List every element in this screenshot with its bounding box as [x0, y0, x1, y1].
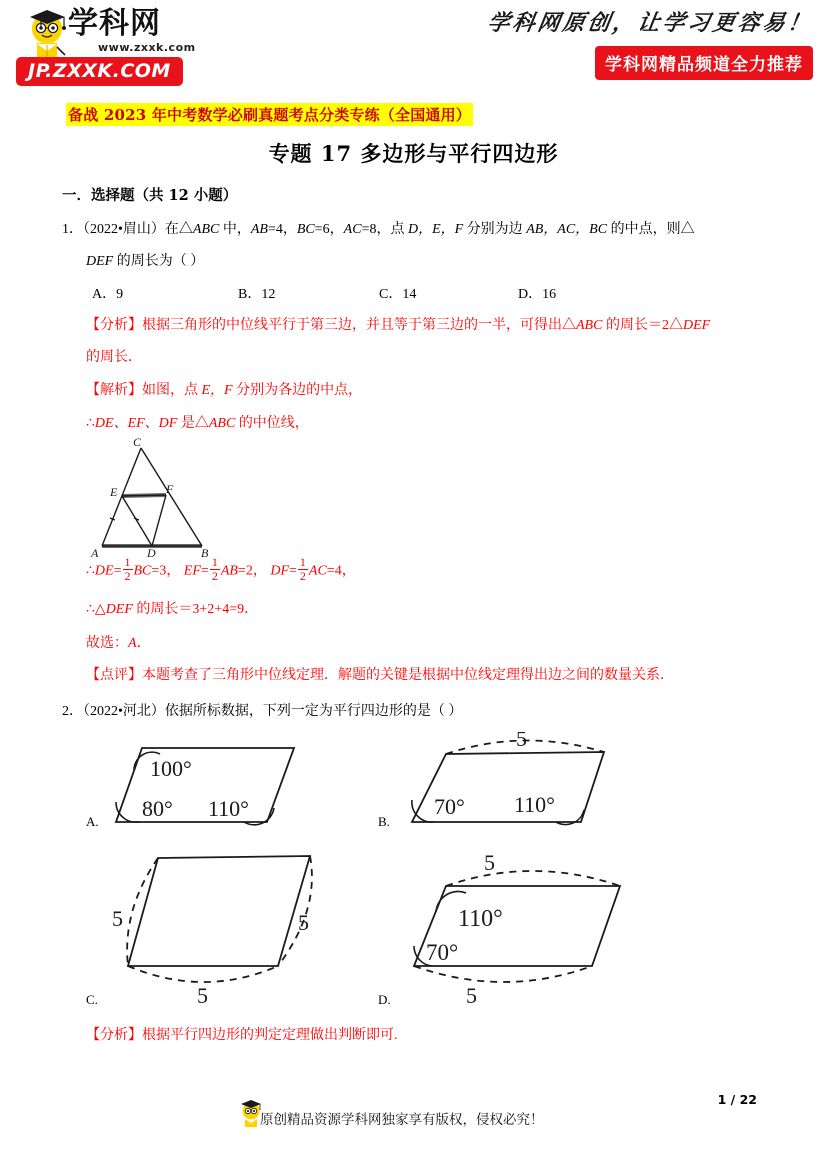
svg-text:5: 5: [112, 906, 123, 931]
q1-per-b: 的周长＝3+2+4=9．: [132, 602, 259, 617]
option-d-quadrilateral: [404, 848, 634, 1008]
q1-answer-line: [86, 634, 151, 654]
q1-f-eq1: =: [113, 563, 122, 579]
svg-text:E: E: [110, 485, 118, 499]
q1-formula-prefix: ∴: [86, 563, 95, 579]
q1-stem-b: 中，: [219, 222, 251, 237]
svg-text:A: A: [91, 546, 99, 558]
q1-choice-b[interactable]: [238, 285, 275, 305]
q1-frac2-num: 1: [211, 555, 218, 569]
q1-choice-d-label: D．: [518, 287, 543, 302]
svg-text:5: 5: [197, 983, 208, 1008]
svg-text:70°: 70°: [426, 940, 459, 965]
q1-frac1-den: 2: [124, 568, 131, 583]
q1-choice-c-value: 14: [402, 287, 417, 302]
q2-analysis-tag: 【分析】: [86, 1028, 142, 1043]
q1-frac1-num: 1: [124, 555, 131, 569]
q1-analysis-line1: [86, 316, 710, 336]
q1-analysis-text2: 的周长＝2△: [602, 318, 683, 333]
q1-frac-1: [123, 556, 133, 582]
q1-ab-val: =4，: [267, 222, 297, 237]
q1-comment-text: 本题考查了三角形中位线定理．解题的关键是根据中位线定理得出边之间的数量关系．: [142, 668, 674, 683]
q1-ac-val: =8，点: [361, 222, 408, 237]
q1-per-a: ∴△: [86, 602, 106, 617]
q1-frac-3: [298, 556, 308, 582]
q1-solution-a: 如图，点: [142, 383, 202, 398]
q1-choice-d-value: 16: [542, 287, 557, 302]
q1-mid: 分别为边: [463, 222, 527, 237]
graduate-mascot-icon: [24, 7, 70, 59]
q1-bc: BC: [296, 222, 315, 237]
q1-sides: AB，AC，BC: [526, 222, 608, 237]
q1-sol2-c: 的中位线，: [235, 416, 309, 431]
q1-choice-d[interactable]: [518, 285, 556, 305]
q1-stem-line1: [62, 220, 695, 240]
q1-ac: AC: [343, 222, 362, 237]
q1-f-ef: EF: [183, 563, 201, 579]
q1-choice-c[interactable]: [379, 285, 416, 305]
jp-badge[interactable]: JP.ZXXK.COM: [16, 57, 183, 86]
q1-solution-b: 分别为各边的中点，: [232, 383, 363, 398]
q1-f-bc: BC: [133, 563, 152, 579]
svg-text:5: 5: [516, 732, 527, 751]
svg-text:5: 5: [484, 850, 495, 875]
q1-f-v1: =3，: [151, 563, 181, 579]
svg-text:110°: 110°: [208, 796, 249, 821]
q1-f-eq3: =: [289, 563, 297, 579]
svg-text:D: D: [147, 546, 156, 558]
q1-choice-a[interactable]: [92, 285, 123, 305]
section-heading: 一．选择题（共 12 小题）: [62, 187, 238, 204]
q2-analysis-line: [86, 1026, 398, 1046]
option-a-quadrilateral: [112, 740, 312, 832]
q1-choice-a-value: 9: [116, 287, 124, 302]
svg-text:F: F: [166, 482, 174, 496]
q1-frac3-den: 2: [299, 568, 306, 583]
site-logo[interactable]: [10, 5, 270, 85]
hand-slogan: 学科网原创，让学习更容易！: [485, 10, 815, 36]
q1-def-tri: DEF: [86, 254, 114, 269]
page-number: 1 / 22: [717, 1092, 757, 1107]
q2-option-a-label[interactable]: A.: [86, 814, 99, 829]
q1-f-de: DE: [94, 563, 114, 579]
triangle-midsegment-figure: [88, 436, 218, 558]
q1-sol2-abc: ABC: [208, 416, 236, 431]
q1-choice-b-value: 12: [261, 287, 276, 302]
q1-line2-tail: 的周长为（ ）: [113, 254, 205, 269]
q1-stem-a: 1．（2022•眉山）在△: [62, 222, 193, 237]
q1-solution-line1: [86, 381, 362, 401]
q1-solution-line2: [86, 414, 309, 434]
q1-f-df: DF: [270, 563, 289, 579]
q1-comment-line: [86, 666, 674, 686]
q1-ans-a: 故选：: [86, 636, 128, 651]
logo-url: www.zxxk.com: [98, 41, 196, 54]
q1-tail: 的中点，则△: [607, 222, 695, 237]
q1-per-def: DEF: [105, 602, 133, 617]
q1-solution-tag: 【解析】: [86, 383, 142, 398]
q1-ans-letter: A: [128, 636, 137, 651]
q1-choice-b-label: B．: [238, 287, 262, 302]
svg-text:B: B: [201, 546, 209, 558]
svg-text:5: 5: [298, 910, 309, 935]
option-c-quadrilateral: [100, 848, 320, 1008]
q2-analysis-text: 根据平行四边形的判定定理做出判断即可.: [142, 1028, 398, 1043]
banner-title: 备战 2023 年中考数学必刷真题考点分类专练（全国通用）: [66, 103, 473, 126]
q1-analysis-tag: 【分析】: [86, 318, 142, 333]
q1-analysis-line2: 的周长．: [86, 350, 142, 365]
q2-option-c-label[interactable]: C.: [86, 992, 98, 1007]
q1-frac3-num: 1: [299, 555, 306, 569]
q1-solution-ef: E，F: [201, 383, 233, 398]
q1-stem-abc: ABC: [192, 222, 220, 237]
q1-sol2-b: 是△: [177, 416, 209, 431]
q1-choice-c-label: C．: [379, 287, 403, 302]
svg-text:110°: 110°: [514, 792, 555, 817]
q1-choice-a-label: A．: [92, 287, 117, 302]
svg-text:C: C: [133, 436, 142, 449]
q1-f-v2: =2，: [237, 563, 267, 579]
q1-def-pts: D，E，F: [407, 222, 464, 237]
q1-analysis-text1: 根据三角形的中位线平行于第三边，并且等于第三边的一半，可得出△: [142, 318, 576, 333]
q1-sol2-a: ∴: [86, 416, 95, 431]
q1-ab: AB: [250, 222, 268, 237]
q2-option-d-label[interactable]: D.: [378, 992, 391, 1007]
q1-analysis-abc: ABC: [576, 318, 603, 333]
q1-formula-line: [86, 556, 356, 585]
q1-comment-tag: 【点评】: [86, 668, 142, 683]
q1-frac-2: [210, 556, 220, 582]
q1-analysis-def: DEF: [682, 318, 711, 333]
q1-frac2-den: 2: [211, 568, 218, 583]
svg-text:70°: 70°: [434, 794, 465, 819]
svg-text:80°: 80°: [142, 796, 173, 821]
page-header: [0, 0, 827, 88]
q2-stem: 2．（2022•河北）依据所标数据，下列一定为平行四边形的是（ ）: [62, 704, 463, 719]
footer-copyright: 原创精品资源学科网独家享有版权，侵权必究！: [260, 1112, 544, 1128]
q1-ans-b: ．: [136, 636, 151, 651]
svg-text:5: 5: [466, 983, 477, 1008]
q1-f-ab: AB: [220, 563, 238, 579]
q1-sol2-segs: DE、EF、DF: [94, 416, 178, 431]
q1-bc-val: =6，: [314, 222, 344, 237]
option-b-quadrilateral: [404, 732, 614, 832]
q1-f-eq2: =: [200, 563, 209, 579]
q1-stem-line2: [86, 252, 204, 272]
svg-text:100°: 100°: [150, 756, 192, 781]
q1-f-ac: AC: [308, 563, 327, 579]
logo-text: 学科网: [68, 6, 161, 41]
promo-badge[interactable]: 学科网精品频道全力推荐: [595, 46, 813, 80]
svg-text:110°: 110°: [458, 906, 503, 932]
q1-f-v3: =4，: [326, 563, 356, 579]
page-title: 专题 17 多边形与平行四边形: [268, 141, 559, 166]
q2-option-b-label[interactable]: B.: [378, 814, 390, 829]
q1-perimeter-line: [86, 600, 258, 620]
